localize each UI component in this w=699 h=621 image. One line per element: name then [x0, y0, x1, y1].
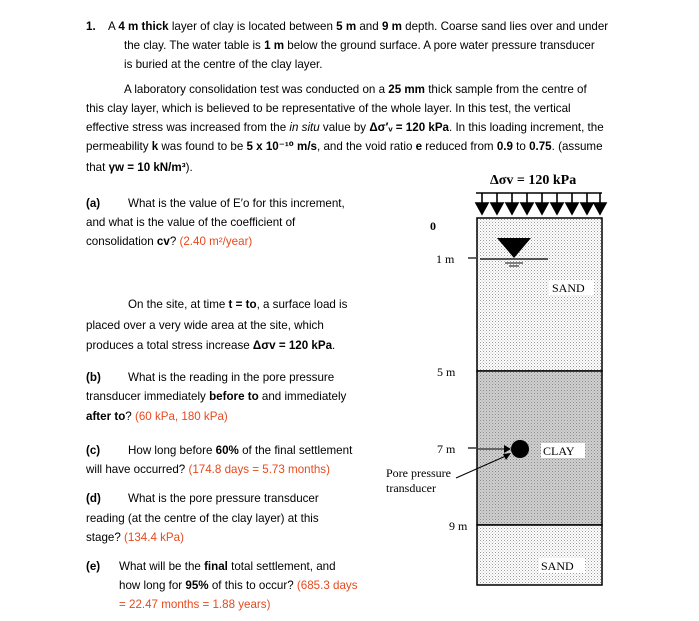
- depth-7m: 7 m: [437, 442, 456, 456]
- qc-label: (c): [86, 444, 101, 457]
- lab-line-5: that γw = 10 kN/m³).: [86, 161, 193, 174]
- qd-label: (d): [86, 492, 101, 505]
- qe-line-1: What will be the final total settlement, and: [119, 560, 336, 573]
- site-line-2: placed over a very wide area at the site, which: [86, 319, 324, 332]
- qd-line-2: reading (at the centre of the clay layer) at this: [86, 512, 319, 525]
- load-arrows: [476, 193, 606, 214]
- lab-line-2: this clay layer, which is believed to be representative of the whole layer. In this test, the vertical: [86, 102, 571, 115]
- load-label: Δσv = 120 kPa: [490, 173, 577, 188]
- depth-5m: 5 m: [437, 365, 456, 379]
- lab-line-4: permeability k was found to be 5 x 10⁻¹⁰ m/s, and the void ratio e reduced from 0.9 to 0.75. (assume: [86, 140, 603, 153]
- lab-line-1: A laboratory consolidation test was conducted on a 25 mm thick sample from the centre of: [124, 83, 587, 96]
- qd-line-3: stage? (134.4 kPa): [86, 531, 184, 544]
- qa-line-2: and what is the value of the coefficient of: [86, 216, 296, 229]
- qc-answer: (174.8 days = 5.73 months): [188, 463, 330, 476]
- depth-9m: 9 m: [449, 519, 468, 533]
- label-clay: CLAY: [543, 444, 575, 458]
- label-sand-bottom: SAND: [541, 559, 574, 573]
- label-sand-top: SAND: [552, 281, 585, 295]
- qb-line-3: after to? (60 kPa, 180 kPa): [86, 410, 228, 423]
- qa-line-1: What is the value of E′o for this increment,: [128, 197, 345, 210]
- qa-label: (a): [86, 197, 101, 210]
- question-number: 1.: [86, 20, 96, 33]
- qc-line-1: How long before 60% of the final settlement: [128, 444, 353, 457]
- qc-line-2: will have occurred? (174.8 days = 5.73 months): [86, 463, 330, 476]
- qb-answer: (60 kPa, 180 kPa): [134, 410, 228, 423]
- intro-line-1: A 4 m thick layer of clay is located between 5 m and 9 m depth. Coarse sand lies over and under: [108, 20, 609, 33]
- depth-0: 0: [430, 219, 436, 233]
- qe-answer-1: (685.3 days: [296, 579, 358, 592]
- qb-label: (b): [86, 371, 101, 384]
- qd-line-1: What is the pore pressure transducer: [128, 492, 319, 505]
- qd-answer: (134.4 kPa): [124, 531, 184, 544]
- qa-line-3: consolidation cv? (2.40 m²/year): [86, 235, 253, 248]
- qe-label: (e): [86, 560, 101, 573]
- depth-1m: 1 m: [436, 252, 455, 266]
- site-line-1: On the site, at time t = to, a surface load is: [128, 298, 348, 311]
- lab-line-3: effective stress was increased from the in situ value by Δσ′ᵥ = 120 kPa. In this loading increment, the: [86, 121, 604, 134]
- transducer-label-2: transducer: [386, 481, 436, 495]
- qe-line-2: how long for 95% of this to occur? (685.3 days: [119, 579, 358, 592]
- transducer-icon: [511, 440, 529, 458]
- intro-line-2: the clay. The water table is 1 m below the ground surface. A pore water pressure transducer: [124, 39, 595, 52]
- transducer-label-1: Pore pressure: [386, 466, 451, 480]
- qa-answer: (2.40 m²/year): [179, 235, 253, 248]
- site-line-3: produces a total stress increase Δσv = 120 kPa.: [86, 339, 336, 352]
- sand-layer-bottom: [477, 525, 602, 585]
- intro-line-3: is buried at the centre of the clay layer.: [124, 58, 323, 71]
- qb-line-2: transducer immediately before to and immediately: [86, 390, 347, 403]
- qe-answer-2: = 22.47 months = 1.88 years): [119, 598, 271, 611]
- qb-line-1: What is the reading in the pore pressure: [128, 371, 335, 384]
